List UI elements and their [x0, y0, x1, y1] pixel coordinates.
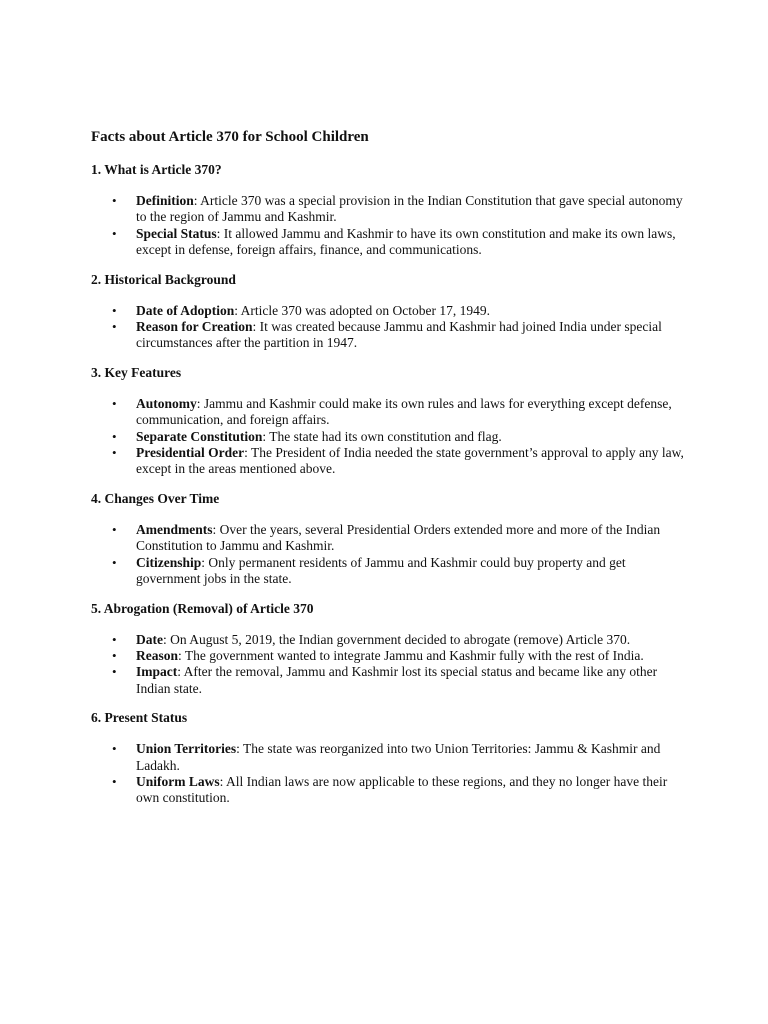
item-text: : Article 370 was adopted on October 17, 1949. [234, 302, 490, 318]
item-text: : After the removal, Jammu and Kashmir lost its special status and became like any other Indian state. [136, 664, 658, 696]
item-term: Autonomy [136, 395, 197, 411]
bullet-icon: • [112, 193, 117, 208]
bullet-icon: • [112, 521, 117, 537]
bullet-icon: • [112, 631, 117, 647]
list-item [91, 429, 691, 445]
bullet-list [91, 741, 691, 807]
item-term: Uniform Laws [136, 773, 220, 789]
bullet-list [91, 193, 691, 259]
bullet-icon: • [112, 664, 117, 680]
bullet-icon: • [112, 319, 117, 335]
bullet-icon: • [112, 225, 117, 241]
section-3 [91, 364, 691, 478]
section-4 [91, 490, 691, 588]
list-item [91, 648, 691, 664]
item-term: Date [136, 631, 163, 647]
list-item [91, 522, 691, 555]
bullet-icon: • [112, 395, 117, 411]
item-text: : It allowed Jammu and Kashmir to have its own constitution and make its own laws, except in defense, foreign affairs, finance, and communications. [136, 225, 676, 258]
item-text: : The state had its own constitution and flag. [262, 428, 502, 444]
bullet-icon: • [112, 445, 117, 461]
bullet-icon: • [112, 554, 117, 570]
item-term: Definition [136, 193, 194, 208]
list-item [91, 226, 691, 259]
section-2 [91, 271, 691, 352]
list-item [91, 396, 691, 429]
section-heading: 2. Historical Background [91, 271, 236, 287]
section-heading: 6. Present Status [91, 710, 188, 726]
item-term: Impact [136, 664, 178, 680]
item-term: Separate Constitution [136, 428, 263, 444]
item-text: : It was created because Jammu and Kashmir had joined India under special circumstances after the partition in 1947. [136, 319, 662, 351]
item-text: : All Indian laws are now applicable to these regions, and they no longer have their own constitution. [136, 773, 668, 806]
document-page [91, 126, 691, 819]
section-heading: 5. Abrogation (Removal) of Article 370 [91, 600, 314, 616]
list-item [91, 774, 691, 807]
item-term: Reason [136, 647, 179, 663]
item-text: : On August 5, 2019, the Indian government decided to abrogate (remove) Article 370. [163, 631, 631, 647]
item-text: : Jammu and Kashmir could make its own rules and laws for everything except defense, communication, and foreign affairs. [136, 395, 672, 428]
section-1 [91, 161, 691, 259]
list-item [91, 303, 691, 319]
section-6 [91, 709, 691, 807]
bullet-icon: • [112, 302, 117, 318]
item-term: Date of Adoption [136, 302, 235, 318]
item-term: Citizenship [136, 554, 202, 570]
list-item [91, 193, 691, 226]
item-text: : Article 370 was a special provision in the Indian Constitution that gave special autonomy to the region of Jammu and Kashmir. [136, 193, 683, 225]
item-text: : Only permanent residents of Jammu and Kashmir could buy property and get government jobs in the state. [136, 554, 626, 587]
item-text: : The President of India needed the state government’s approval to apply any law, except in the areas mentioned above. [136, 445, 684, 477]
item-text: : The state was reorganized into two Union Territories: Jammu & Kashmir and Ladakh. [136, 741, 661, 773]
list-item [91, 319, 691, 352]
section-heading: 1. What is Article 370? [91, 162, 222, 177]
bullet-list [91, 522, 691, 588]
bullet-list [91, 303, 691, 352]
bullet-icon: • [112, 647, 117, 663]
bullet-icon: • [112, 773, 117, 789]
bullet-icon: • [112, 428, 117, 444]
document-title: Facts about Article 370 for School Children [91, 129, 369, 145]
list-item [91, 445, 691, 478]
item-text: : The government wanted to integrate Jammu and Kashmir fully with the rest of India. [178, 647, 644, 663]
section-heading: 3. Key Features [91, 364, 182, 380]
list-item [91, 664, 691, 697]
item-term: Reason for Creation [136, 319, 253, 335]
item-term: Amendments [136, 521, 213, 537]
list-item [91, 632, 691, 648]
section-heading: 4. Changes Over Time [91, 490, 220, 506]
item-term: Union Territories [136, 741, 237, 757]
list-item [91, 555, 691, 588]
list-item [91, 741, 691, 774]
bullet-icon: • [112, 741, 117, 757]
bullet-list [91, 396, 691, 478]
item-term: Presidential Order [136, 445, 245, 461]
item-term: Special Status [136, 225, 217, 241]
item-text: : Over the years, several Presidential Orders extended more and more of the Indian Constitution to Jammu and Kashmir. [136, 521, 661, 554]
section-5 [91, 600, 691, 698]
bullet-list [91, 632, 691, 698]
